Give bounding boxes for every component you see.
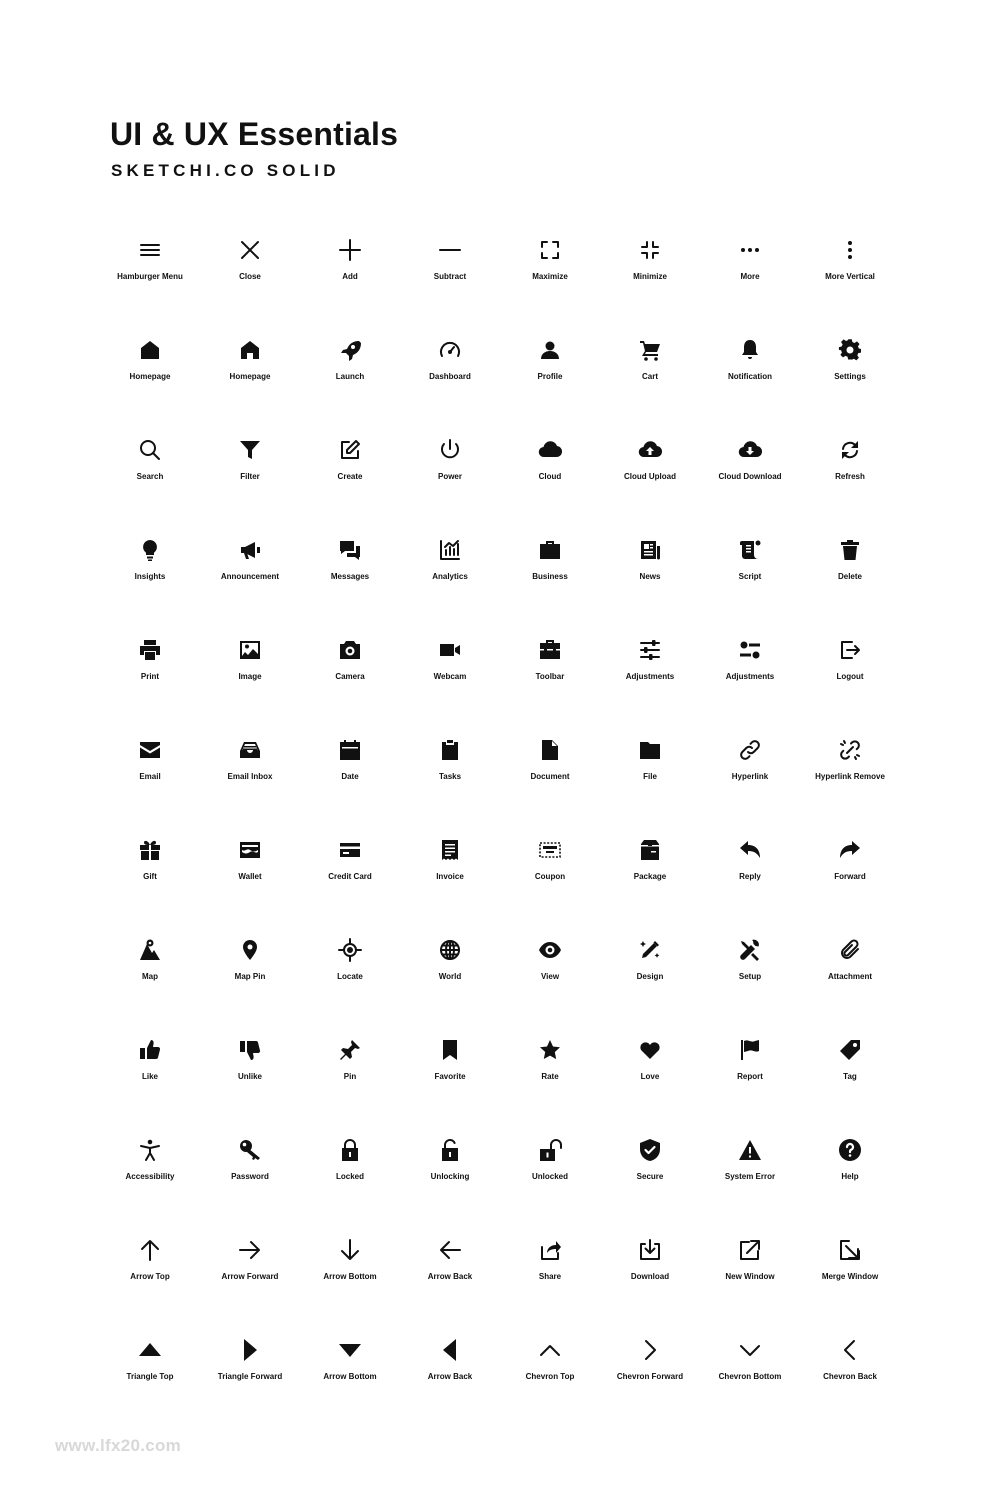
maximize-icon	[538, 238, 562, 262]
hamburger-menu-icon	[138, 238, 162, 262]
icon-label: Rate	[541, 1072, 559, 1081]
icon-label: Date	[341, 772, 359, 781]
icon-label: Like	[141, 1072, 158, 1081]
power-icon	[438, 438, 462, 462]
icon-tile-report	[700, 1038, 800, 1108]
icon-label: Subtract	[433, 272, 467, 281]
search-icon	[138, 438, 162, 462]
icon-label: Homepage	[129, 372, 171, 381]
icon-label: Accessibility	[125, 1172, 175, 1181]
icon-label: Script	[738, 572, 762, 581]
icon-label: View	[540, 972, 560, 981]
icon-label: World	[438, 972, 462, 981]
icon-label: Adjustments	[625, 672, 675, 681]
icon-tile-date	[300, 738, 400, 808]
icon-tile-wallet	[200, 838, 300, 908]
minimize-icon	[638, 238, 662, 262]
icon-label: Arrow Forward	[221, 1272, 279, 1281]
hyperlink-icon	[738, 738, 762, 762]
delete-icon	[838, 538, 862, 562]
triangle-top-icon	[138, 1338, 162, 1362]
toolbar-icon	[538, 638, 562, 662]
profile-icon	[538, 338, 562, 362]
analytics-icon	[438, 538, 462, 562]
icon-tile-rate	[500, 1038, 600, 1108]
icon-label: Locked	[335, 1172, 364, 1181]
icon-tile-analytics	[400, 538, 500, 608]
icon-tile-delete	[800, 538, 900, 608]
pin-icon	[338, 1038, 362, 1062]
icon-tile-email	[100, 738, 200, 808]
view-icon	[538, 938, 562, 962]
icon-label: Email	[139, 772, 161, 781]
cloud-icon	[538, 438, 562, 462]
system-error-icon	[738, 1138, 762, 1162]
icon-label: Hyperlink Remove	[815, 772, 885, 781]
icon-tile-minimize	[600, 238, 700, 308]
icon-tile-image	[200, 638, 300, 708]
icon-label: Unlocked	[531, 1172, 568, 1181]
report-icon	[738, 1038, 762, 1062]
icon-label: Invoice	[436, 872, 464, 881]
icon-label: Camera	[335, 672, 365, 681]
icon-tile-maximize	[500, 238, 600, 308]
icon-label: Design	[636, 972, 664, 981]
icon-label: News	[639, 572, 661, 581]
icon-label: Merge Window	[821, 1272, 879, 1281]
credit-card-icon	[338, 838, 362, 862]
homepage-icon	[138, 338, 162, 362]
icon-label: Hyperlink	[731, 772, 769, 781]
icon-label: Favorite	[434, 1072, 466, 1081]
icon-tile-cloud-download	[700, 438, 800, 508]
locked-icon	[338, 1138, 362, 1162]
cart-icon	[638, 338, 662, 362]
rate-icon	[538, 1038, 562, 1062]
script-icon	[738, 538, 762, 562]
filter-icon	[238, 438, 262, 462]
icon-label: File	[643, 772, 657, 781]
accessibility-icon	[138, 1138, 162, 1162]
icon-label: More Vertical	[825, 272, 875, 281]
reply-icon	[738, 838, 762, 862]
icon-label: System Error	[724, 1172, 776, 1181]
invoice-icon	[438, 838, 462, 862]
icon-tile-cloud	[500, 438, 600, 508]
icon-tile-cart	[600, 338, 700, 408]
secure-icon	[638, 1138, 662, 1162]
icon-tile-script	[700, 538, 800, 608]
business-icon	[538, 538, 562, 562]
icon-label: Document	[530, 772, 570, 781]
icon-label: Print	[140, 672, 160, 681]
icon-tile-like	[100, 1038, 200, 1108]
icon-tile-profile	[500, 338, 600, 408]
icon-tile-locate	[300, 938, 400, 1008]
icon-label: More	[740, 272, 760, 281]
icon-label: Homepage	[229, 372, 271, 381]
icon-tile-invoice	[400, 838, 500, 908]
triangle-back-icon	[438, 1338, 462, 1362]
wallet-icon	[238, 838, 262, 862]
icon-tile-world	[400, 938, 500, 1008]
arrow-forward-icon	[238, 1238, 262, 1262]
add-icon	[338, 238, 362, 262]
password-icon	[238, 1138, 262, 1162]
icon-tile-secure	[600, 1138, 700, 1208]
icon-tile-download	[600, 1238, 700, 1308]
icon-tile-gift	[100, 838, 200, 908]
icon-tile-coupon	[500, 838, 600, 908]
icon-tile-adjustments	[600, 638, 700, 708]
icon-tile-arrow-top	[100, 1238, 200, 1308]
icon-tile-power	[400, 438, 500, 508]
image-icon	[238, 638, 262, 662]
icon-tile-messages	[300, 538, 400, 608]
icon-label: Pin	[343, 1072, 357, 1081]
icon-tile-favorite	[400, 1038, 500, 1108]
icon-label: Reply	[739, 872, 761, 881]
forward-icon	[838, 838, 862, 862]
icon-tile-more-vertical	[800, 238, 900, 308]
icon-tile-tag	[800, 1038, 900, 1108]
subtract-icon	[438, 238, 462, 262]
favorite-icon	[438, 1038, 462, 1062]
icon-tile-chevron-forward	[600, 1338, 700, 1408]
icon-tile-map	[100, 938, 200, 1008]
map-pin-icon	[238, 938, 262, 962]
icon-tile-search	[100, 438, 200, 508]
icon-tile-triangle-bottom	[300, 1338, 400, 1408]
adjustments-icon	[638, 638, 662, 662]
tasks-icon	[438, 738, 462, 762]
icon-label: Minimize	[633, 272, 667, 281]
icon-tile-filter	[200, 438, 300, 508]
icon-tile-package	[600, 838, 700, 908]
arrow-back-icon	[438, 1238, 462, 1262]
icon-tile-homepage	[100, 338, 200, 408]
icon-tile-unlocking	[400, 1138, 500, 1208]
settings-icon	[838, 338, 862, 362]
email-icon	[138, 738, 162, 762]
icon-label: Map Pin	[234, 972, 266, 981]
messages-icon	[338, 538, 362, 562]
notification-icon	[738, 338, 762, 362]
icon-label: Filter	[240, 472, 260, 481]
icon-label: Delete	[837, 572, 862, 581]
icon-tile-setup	[700, 938, 800, 1008]
icon-tile-add	[300, 238, 400, 308]
icon-label: Password	[231, 1172, 269, 1181]
dashboard-icon	[438, 338, 462, 362]
icon-label: Help	[841, 1172, 859, 1181]
share-icon	[538, 1238, 562, 1262]
icon-tile-reply	[700, 838, 800, 908]
icon-tile-system-error	[700, 1138, 800, 1208]
cloud-download-icon	[738, 438, 762, 462]
download-icon	[638, 1238, 662, 1262]
icon-label: Forward	[834, 872, 866, 881]
chevron-back-icon	[838, 1338, 862, 1362]
icon-label: Chevron Bottom	[718, 1372, 782, 1381]
icon-label: Map	[142, 972, 158, 981]
icon-tile-share	[500, 1238, 600, 1308]
icon-tile-map-pin	[200, 938, 300, 1008]
icon-label: Power	[437, 472, 462, 481]
file-icon	[638, 738, 662, 762]
icon-label: Close	[239, 272, 261, 281]
icon-tile-refresh	[800, 438, 900, 508]
icon-tile-camera	[300, 638, 400, 708]
refresh-icon	[838, 438, 862, 462]
icon-label: Dashboard	[429, 372, 471, 381]
icon-tile-adjustments-alt	[700, 638, 800, 708]
camera-icon	[338, 638, 362, 662]
icon-tile-logout	[800, 638, 900, 708]
icon-tile-locked	[300, 1138, 400, 1208]
more-icon	[738, 238, 762, 262]
icon-tile-chevron-back	[800, 1338, 900, 1408]
chevron-top-icon	[538, 1338, 562, 1362]
icon-tile-close	[200, 238, 300, 308]
icon-label: Cloud Download	[718, 472, 782, 481]
icon-label: Image	[238, 672, 262, 681]
icon-tile-more	[700, 238, 800, 308]
icon-tile-hamburger-menu	[100, 238, 200, 308]
triangle-forward-icon	[238, 1338, 262, 1362]
map-icon	[138, 938, 162, 962]
icon-label: Cart	[641, 372, 658, 381]
triangle-bottom-icon	[338, 1338, 362, 1362]
icon-tile-announcement	[200, 538, 300, 608]
new-window-icon	[738, 1238, 762, 1262]
icon-tile-design	[600, 938, 700, 1008]
print-icon	[138, 638, 162, 662]
close-icon	[238, 238, 262, 262]
launch-icon	[338, 338, 362, 362]
email-inbox-icon	[238, 738, 262, 762]
icon-label: Secure	[636, 1172, 664, 1181]
announcement-icon	[238, 538, 262, 562]
document-icon	[538, 738, 562, 762]
attachment-icon	[838, 938, 862, 962]
icon-tile-subtract	[400, 238, 500, 308]
icon-tile-pin	[300, 1038, 400, 1108]
icon-label: Locate	[337, 972, 363, 981]
icon-label: Analytics	[432, 572, 468, 581]
unlocking-icon	[438, 1138, 462, 1162]
icon-label: Chevron Top	[525, 1372, 575, 1381]
icon-tile-attachment	[800, 938, 900, 1008]
cloud-upload-icon	[638, 438, 662, 462]
icon-label: Arrow Back	[427, 1372, 473, 1381]
icon-tile-forward	[800, 838, 900, 908]
icon-label: Insights	[134, 572, 166, 581]
unlocked-icon	[538, 1138, 562, 1162]
icon-tile-settings	[800, 338, 900, 408]
icon-label: Toolbar	[535, 672, 565, 681]
hyperlink-remove-icon	[838, 738, 862, 762]
icon-label: Download	[630, 1272, 670, 1281]
icon-label: Add	[342, 272, 358, 281]
icon-label: Business	[532, 572, 568, 581]
icon-tile-print	[100, 638, 200, 708]
icon-label: Wallet	[238, 872, 262, 881]
icon-tile-business	[500, 538, 600, 608]
setup-icon	[738, 938, 762, 962]
icon-label: Refresh	[835, 472, 865, 481]
package-icon	[638, 838, 662, 862]
icon-label: Triangle Top	[126, 1372, 174, 1381]
icon-tile-hyperlink-remove	[800, 738, 900, 808]
icon-label: Maximize	[532, 272, 568, 281]
page-title: UI & UX Essentials	[110, 116, 399, 152]
icon-label: Hamburger Menu	[117, 272, 183, 281]
icon-label: Cloud	[538, 472, 562, 481]
world-icon	[438, 938, 462, 962]
icon-label: Arrow Bottom	[323, 1272, 377, 1281]
icon-tile-arrow-bottom	[300, 1238, 400, 1308]
icon-tile-new-window	[700, 1238, 800, 1308]
icon-label: Report	[737, 1072, 763, 1081]
icon-label: Credit Card	[328, 872, 372, 881]
news-icon	[638, 538, 662, 562]
help-icon	[838, 1138, 862, 1162]
icon-tile-homepage-alt	[200, 338, 300, 408]
icon-label: Gift	[143, 872, 157, 881]
locate-icon	[338, 938, 362, 962]
icon-tile-help	[800, 1138, 900, 1208]
icon-label: Share	[538, 1272, 562, 1281]
icon-label: Messages	[330, 572, 370, 581]
icon-label: Tasks	[438, 772, 462, 781]
icon-tile-view	[500, 938, 600, 1008]
merge-window-icon	[838, 1238, 862, 1262]
icon-tile-dashboard	[400, 338, 500, 408]
icon-tile-hyperlink	[700, 738, 800, 808]
arrow-bottom-icon	[338, 1238, 362, 1262]
icon-label: Triangle Forward	[217, 1372, 283, 1381]
icon-label: Coupon	[534, 872, 566, 881]
watermark: www.lfx20.com	[55, 1436, 182, 1455]
icon-tile-chevron-top	[500, 1338, 600, 1408]
icon-label: Create	[337, 472, 363, 481]
coupon-icon	[538, 838, 562, 862]
icon-label: Email Inbox	[227, 772, 273, 781]
icon-label: Notification	[728, 372, 772, 381]
icon-tile-news	[600, 538, 700, 608]
icon-label: Launch	[335, 372, 365, 381]
chevron-forward-icon	[638, 1338, 662, 1362]
icon-tile-triangle-forward	[200, 1338, 300, 1408]
icon-tile-cloud-upload	[600, 438, 700, 508]
icon-label: Chevron Forward	[616, 1372, 684, 1381]
icon-label: Package	[633, 872, 667, 881]
logout-icon	[838, 638, 862, 662]
icon-tile-accessibility	[100, 1138, 200, 1208]
icon-label: Setup	[738, 972, 762, 981]
icon-tile-tasks	[400, 738, 500, 808]
icon-label: Cloud Upload	[624, 472, 676, 481]
icon-tile-webcam	[400, 638, 500, 708]
icon-label: Profile	[537, 372, 563, 381]
icon-label: Chevron Back	[823, 1372, 877, 1381]
design-icon	[638, 938, 662, 962]
unlike-icon	[238, 1038, 262, 1062]
like-icon	[138, 1038, 162, 1062]
icon-label: Love	[640, 1072, 660, 1081]
icon-tile-arrow-back	[400, 1238, 500, 1308]
icon-tile-unlike	[200, 1038, 300, 1108]
icon-label: Arrow Bottom	[323, 1372, 377, 1381]
icon-tile-triangle-back	[400, 1338, 500, 1408]
tag-icon	[838, 1038, 862, 1062]
icon-label: Unlocking	[430, 1172, 470, 1181]
icon-tile-merge-window	[800, 1238, 900, 1308]
arrow-top-icon	[138, 1238, 162, 1262]
gift-icon	[138, 838, 162, 862]
icon-label: Logout	[836, 672, 864, 681]
page-subtitle: SKETCHI.CO SOLID	[111, 161, 340, 180]
icon-label: Search	[136, 472, 164, 481]
icon-label: Attachment	[827, 972, 872, 981]
insights-icon	[138, 538, 162, 562]
icon-label: Settings	[834, 372, 866, 381]
icon-tile-chevron-bottom	[700, 1338, 800, 1408]
icon-tile-document	[500, 738, 600, 808]
icon-tile-email-inbox	[200, 738, 300, 808]
icon-label: Arrow Back	[427, 1272, 473, 1281]
icon-label: New Window	[725, 1272, 775, 1281]
icon-tile-file	[600, 738, 700, 808]
chevron-bottom-icon	[738, 1338, 762, 1362]
adjustments-alt-icon	[738, 638, 762, 662]
icon-tile-triangle-top	[100, 1338, 200, 1408]
icon-tile-notification	[700, 338, 800, 408]
webcam-icon	[438, 638, 462, 662]
icon-tile-create	[300, 438, 400, 508]
icon-label: Webcam	[433, 672, 467, 681]
icon-tile-launch	[300, 338, 400, 408]
icon-label: Adjustments	[725, 672, 775, 681]
icon-label: Arrow Top	[130, 1272, 170, 1281]
icon-tile-credit-card	[300, 838, 400, 908]
love-icon	[638, 1038, 662, 1062]
create-icon	[338, 438, 362, 462]
icon-tile-love	[600, 1038, 700, 1108]
homepage-alt-icon	[238, 338, 262, 362]
icon-tile-password	[200, 1138, 300, 1208]
icon-tile-insights	[100, 538, 200, 608]
icon-tile-toolbar	[500, 638, 600, 708]
icon-label: Unlike	[237, 1072, 262, 1081]
icon-label: Tag	[843, 1072, 857, 1081]
icon-tile-arrow-forward	[200, 1238, 300, 1308]
icon-label: Announcement	[220, 572, 280, 581]
date-icon	[338, 738, 362, 762]
more-vertical-icon	[838, 238, 862, 262]
icon-tile-unlocked	[500, 1138, 600, 1208]
